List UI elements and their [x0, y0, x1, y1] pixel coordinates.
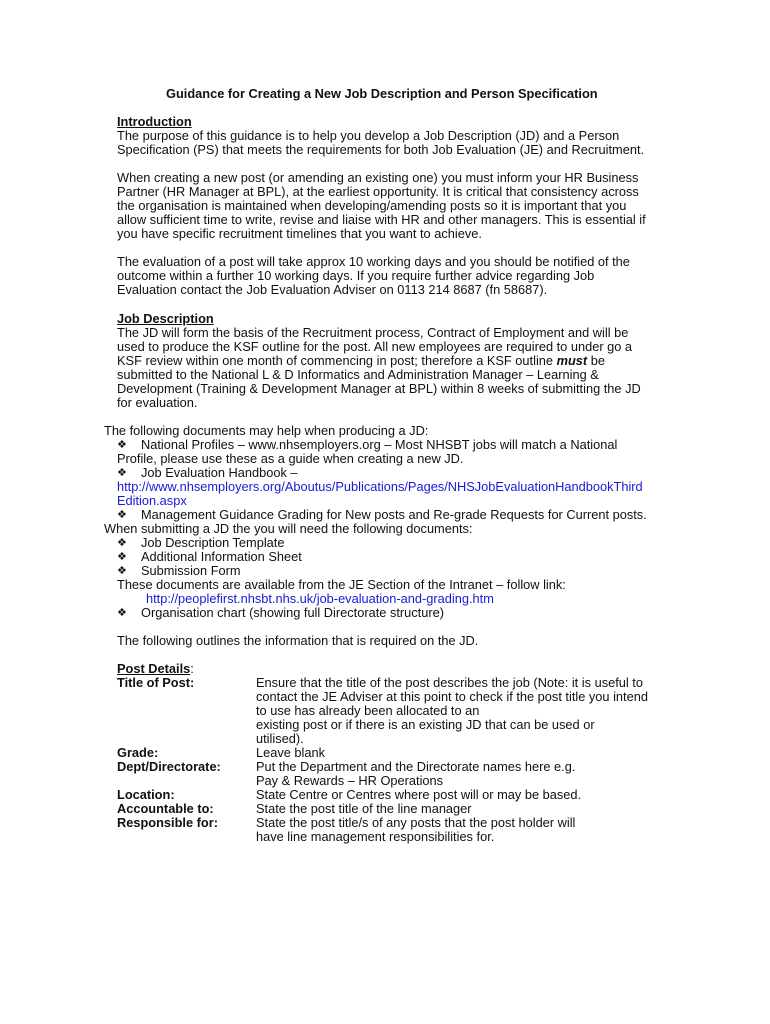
- bullet-management-guidance: Management Guidance Grading for New posts and Re-grade Requests for Current posts.: [141, 507, 647, 522]
- jd-paragraph-line: Development (Training & Development Manager at BPL) within 8 weeks of submitting the JD: [117, 381, 641, 396]
- responsible-for-value-line: have line management responsibilities for.: [256, 829, 495, 844]
- title-of-post-value-line: contact the JE Adviser at this point to check if the post title you intend: [256, 689, 648, 704]
- dept-directorate-value-line: Pay & Rewards – HR Operations: [256, 773, 444, 788]
- jd-paragraph-line: for evaluation.: [117, 395, 198, 410]
- jd-paragraph-line: [117, 354, 605, 368]
- bullet-icon: ❖: [117, 536, 127, 549]
- intro-paragraph-3-line: The evaluation of a post will take approx 10 working days and you should be notified of the: [117, 254, 630, 269]
- grade-value: Leave blank: [256, 745, 326, 760]
- documents-intro: The following documents may help when producing a JD:: [104, 423, 429, 438]
- je-handbook-link-cont[interactable]: Edition.aspx: [117, 493, 187, 508]
- bullet-organisation-chart: Organisation chart (showing full Directorate structure): [141, 605, 444, 620]
- title-of-post-value-line: utilised).: [256, 731, 304, 746]
- intro-paragraph-3-line: Evaluation contact the Job Evaluation Adviser on 0113 214 8687 (fn 58687).: [117, 282, 548, 297]
- bullet-jd-template: Job Description Template: [141, 535, 285, 550]
- accountable-to-label: Accountable to:: [117, 801, 214, 816]
- post-details-heading-text: Post Details: [117, 661, 191, 676]
- introduction-heading: Introduction: [117, 114, 192, 129]
- intro-paragraph-1-line: Specification (PS) that meets the requirements for both Job Evaluation (JE) and Recruitment.: [117, 142, 645, 157]
- bullet-submission-form: Submission Form: [141, 563, 241, 578]
- intro-paragraph-2-line: you have specific recruitment timelines that you want to achieve.: [117, 226, 482, 241]
- title-of-post-value-line: to use has already been allocated to an: [256, 703, 480, 718]
- bullet-icon: ❖: [117, 438, 127, 451]
- jd-must-emphasis: must: [556, 353, 588, 368]
- document-title: Guidance for Creating a New Job Description and Person Specification: [166, 86, 598, 101]
- post-details-colon: :: [190, 661, 194, 676]
- dept-directorate-label: Dept/Directorate:: [117, 759, 221, 774]
- bullet-additional-info-sheet: Additional Information Sheet: [141, 549, 302, 564]
- bullet-je-handbook: Job Evaluation Handbook –: [141, 465, 298, 480]
- title-of-post-label: Title of Post:: [117, 675, 195, 690]
- accountable-to-value: State the post title of the line manager: [256, 801, 472, 816]
- job-description-heading: Job Description: [117, 311, 214, 326]
- bullet-national-profiles-cont: Profile, please use these as a guide when creating a new JD.: [117, 451, 464, 466]
- intro-paragraph-1-line: The purpose of this guidance is to help you develop a Job Description (JD) and a Person: [117, 128, 620, 143]
- jd-paragraph-line: used to produce the KSF outline for the post. All new employees are required to under go a: [117, 339, 633, 354]
- outline-text: The following outlines the information that is required on the JD.: [117, 633, 479, 648]
- post-details-heading: [117, 662, 194, 676]
- intro-paragraph-2-line: the organisation is maintained when developing/amending posts so it is important that you: [117, 198, 627, 213]
- bullet-icon: ❖: [117, 606, 127, 619]
- grade-label: Grade:: [117, 745, 159, 760]
- intranet-link[interactable]: http://peoplefirst.nhsbt.nhs.uk/job-evaluation-and-grading.htm: [146, 591, 494, 606]
- bullet-icon: ❖: [117, 508, 127, 521]
- jd-paragraph-line: The JD will form the basis of the Recruitment process, Contract of Employment and will be: [117, 325, 629, 340]
- intro-paragraph-3-line: outcome within a further 10 working days. If you require further advice regarding Job: [117, 268, 595, 283]
- title-of-post-value-line: Ensure that the title of the post describes the job (Note: it is useful to: [256, 675, 643, 690]
- bullet-national-profiles: National Profiles – www.nhsemployers.org – Most NHSBT jobs will match a National: [141, 437, 618, 452]
- jd-line-3-text: KSF review within one month of commencing in post; therefore a KSF outline: [117, 353, 557, 368]
- bullet-icon: ❖: [117, 466, 127, 479]
- intranet-availability-text: These documents are available from the JE Section of the Intranet – follow link:: [117, 577, 566, 592]
- submission-intro: When submitting a JD the you will need the following documents:: [104, 521, 473, 536]
- title-of-post-value-line: existing post or if there is an existing JD that can be used or: [256, 717, 595, 732]
- bullet-icon: ❖: [117, 564, 127, 577]
- intro-paragraph-2-line: When creating a new post (or amending an existing one) you must inform your HR Business: [117, 170, 639, 185]
- bullet-icon: ❖: [117, 550, 127, 563]
- je-handbook-link[interactable]: http://www.nhsemployers.org/Aboutus/Publications/Pages/NHSJobEvaluationHandbookThird: [117, 479, 643, 494]
- intro-paragraph-2-line: allow sufficient time to write, revise and liaise with HR and other managers. This is essential if: [117, 212, 646, 227]
- location-label: Location:: [117, 787, 175, 802]
- jd-line-3-end: be: [587, 353, 605, 368]
- intro-paragraph-2-line: Partner (HR Manager at BPL), at the earliest opportunity. It is critical that consistency across: [117, 184, 639, 199]
- dept-directorate-value-line: Put the Department and the Directorate names here e.g.: [256, 759, 576, 774]
- responsible-for-label: Responsible for:: [117, 815, 218, 830]
- responsible-for-value-line: State the post title/s of any posts that the post holder will: [256, 815, 576, 830]
- jd-paragraph-line: submitted to the National L & D Informatics and Administration Manager – Learning &: [117, 367, 599, 382]
- location-value: State Centre or Centres where post will or may be based.: [256, 787, 582, 802]
